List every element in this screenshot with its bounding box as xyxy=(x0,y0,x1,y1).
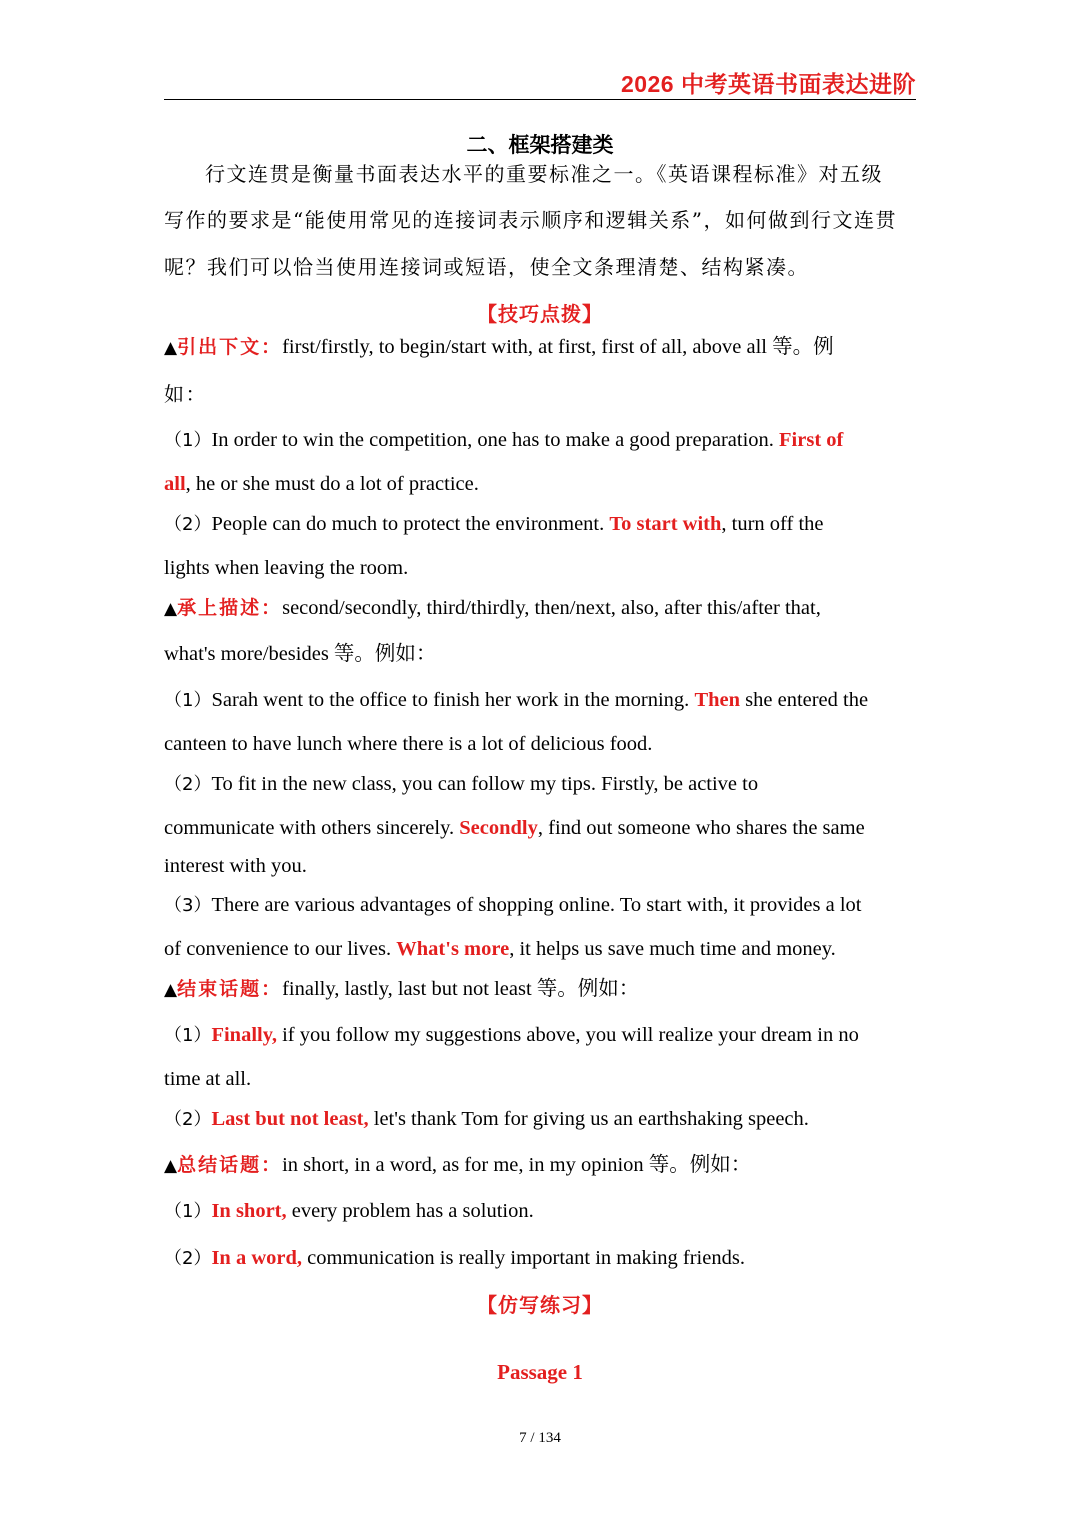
group-desc: second/secondly, third/thirdly, then/next, also, after this/after that, xyxy=(282,597,821,619)
example-text: , turn off the xyxy=(721,513,824,535)
triangle-marker-icon: ▲ xyxy=(164,338,178,358)
header-divider xyxy=(164,99,916,100)
highlight-phrase: Then xyxy=(694,689,741,711)
example-line: time at all. xyxy=(164,1068,252,1090)
highlight-phrase: Secondly xyxy=(459,817,538,839)
page-number: 7 / 134 xyxy=(519,1430,561,1446)
example-line xyxy=(164,1105,809,1134)
example-number: （2） xyxy=(164,1248,212,1269)
highlight-phrase: In short, xyxy=(211,1200,287,1222)
example-line xyxy=(164,510,824,539)
example-line xyxy=(164,935,836,963)
group-label: 总结话题： xyxy=(177,1154,283,1176)
example-number: （1） xyxy=(164,430,212,451)
highlight-phrase: First of xyxy=(779,429,844,451)
group-desc-cont: 如： xyxy=(164,382,207,406)
group-desc: first/firstly, to begin/start with, at first, first of all, above all 等。例 xyxy=(282,336,834,358)
example-line xyxy=(164,1197,534,1226)
example-number: （1） xyxy=(164,1201,212,1222)
example-text: , find out someone who shares the same xyxy=(537,817,865,839)
example-line xyxy=(164,814,865,842)
example-line: canteen to have lunch where there is a lot of delicious food. xyxy=(164,733,653,755)
example-number: （2） xyxy=(164,1109,212,1130)
intro-line-1: 行文连贯是衡量书面表达水平的重要标准之一。《英语课程标准》对五级 xyxy=(205,162,883,186)
example-text: let's thank Tom for giving us an earthshaking speech. xyxy=(368,1108,809,1130)
example-text: communication is really important in making friends. xyxy=(302,1247,745,1269)
triangle-marker-icon: ▲ xyxy=(164,980,178,1000)
passage-title: Passage 1 xyxy=(497,1360,583,1384)
triangle-marker-icon: ▲ xyxy=(164,1156,178,1176)
example-line xyxy=(164,426,843,455)
example-number: （3） xyxy=(164,895,212,916)
highlight-phrase: In a word, xyxy=(211,1247,303,1269)
example-number: （2） xyxy=(164,514,212,535)
example-number: （1） xyxy=(164,690,212,711)
example-text: Sarah went to the office to finish her work in the morning. xyxy=(211,689,695,711)
example-line xyxy=(164,1021,859,1050)
example-text: every problem has a solution. xyxy=(286,1200,534,1222)
highlight-phrase: To start with xyxy=(609,513,722,535)
example-line: interest with you. xyxy=(164,855,307,877)
group-label: 引出下文： xyxy=(177,336,283,358)
highlight-phrase: Last but not least, xyxy=(211,1108,369,1130)
example-text: if you follow my suggestions above, you will realize your dream in no xyxy=(276,1024,859,1046)
group-desc: finally, lastly, last but not least 等。例如： xyxy=(282,978,640,1000)
example-text: of convenience to our lives. xyxy=(164,938,397,960)
example-text: People can do much to protect the environment. xyxy=(211,513,610,535)
intro-line-2: 写作的要求是“能使用常见的连接词表示顺序和逻辑关系”，如何做到行文连贯 xyxy=(164,208,897,232)
group-intro-line xyxy=(164,333,834,362)
example-text: , he or she must do a lot of practice. xyxy=(185,473,479,495)
tips-heading: 【技巧点拨】 xyxy=(477,302,603,326)
group-label: 结束话题： xyxy=(177,978,283,1000)
example-line: lights when leaving the room. xyxy=(164,557,409,579)
example-text: To fit in the new class, you can follow my tips. Firstly, be active to xyxy=(211,773,759,795)
section-title: 二、框架搭建类 xyxy=(466,133,614,157)
example-text: , it helps us save much time and money. xyxy=(509,938,836,960)
example-text: communicate with others sincerely. xyxy=(164,817,460,839)
example-line xyxy=(164,770,758,799)
highlight-phrase: Finally, xyxy=(211,1024,277,1046)
triangle-marker-icon: ▲ xyxy=(164,599,178,619)
group-intro-line xyxy=(164,1151,751,1180)
group-desc-cont: what's more/besides 等。例如： xyxy=(164,643,437,665)
group-intro-line xyxy=(164,975,639,1004)
example-line xyxy=(164,686,868,715)
example-line xyxy=(164,1244,745,1273)
example-line xyxy=(164,891,862,920)
practice-heading: 【仿写练习】 xyxy=(477,1293,603,1317)
highlight-phrase: all xyxy=(164,473,186,495)
highlight-phrase: What's more xyxy=(396,938,510,960)
intro-line-3: 呢？我们可以恰当使用连接词或短语，使全文条理清楚、结构紧凑。 xyxy=(164,255,809,279)
example-text: she entered the xyxy=(740,689,869,711)
document-header-title: 2026 中考英语书面表达进阶 xyxy=(620,71,916,97)
example-text: In order to win the competition, one has to make a good preparation. xyxy=(211,429,780,451)
example-number: （2） xyxy=(164,774,212,795)
example-text: There are various advantages of shopping online. To start with, it provides a lot xyxy=(211,894,862,916)
group-intro-line xyxy=(164,594,821,623)
group-label: 承上描述： xyxy=(177,597,283,619)
example-line xyxy=(164,470,479,498)
group-desc: in short, in a word, as for me, in my opinion 等。例如： xyxy=(282,1154,752,1176)
example-number: （1） xyxy=(164,1025,212,1046)
